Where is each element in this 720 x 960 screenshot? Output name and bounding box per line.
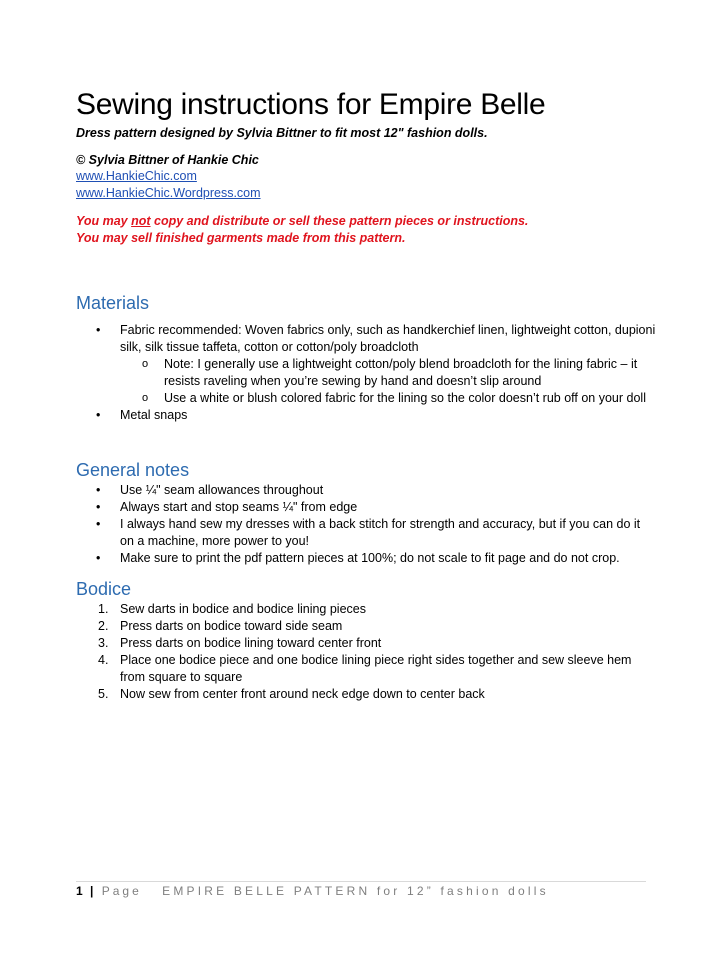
bullet-icon: • xyxy=(96,500,101,514)
page-footer xyxy=(76,884,549,898)
document-page xyxy=(76,86,656,703)
list-item: 1. Sew darts in bodice and bodice lining pieces xyxy=(98,602,366,616)
page-number: 1 xyxy=(76,884,84,898)
circle-bullet-icon: o xyxy=(142,358,149,370)
copyright-line: © Sylvia Bittner of Hankie Chic xyxy=(76,153,259,167)
list-item: o Use a white or blush colored fabric for the lining so the color doesn’t rub off on your doll xyxy=(142,391,646,405)
list-item: 4. Place one bodice piece and one bodice lining piece right sides together and sew sleeve hem from square to square xyxy=(98,653,632,684)
blog-link[interactable]: www.HankieChic.Wordpress.com xyxy=(76,186,261,200)
notice-line-1: You may not copy and distribute or sell these pattern pieces or instructions. xyxy=(76,214,529,228)
bullet-icon: • xyxy=(96,483,101,497)
bullet-icon: • xyxy=(96,408,101,422)
list-item: • Metal snaps xyxy=(96,408,188,422)
list-item: • Use ¼" seam allowances throughout xyxy=(96,483,324,497)
website-link[interactable]: www.HankieChic.com xyxy=(76,169,197,183)
footer-divider xyxy=(76,881,646,882)
list-item: • Fabric recommended: Woven fabrics only, such as handkerchief linen, lightweight cotton, dupioni silk, silk tissue taffeta, cotton or cotton/poly broadcloth o Note: I generally use a lightweight cotton/poly blend broadcloth for the lining fabric – it resists raveling when you’re sewing by hand and doesn’t slip around o Use a white or blush colored fabric for the lining so the color doesn’t rub off on your doll xyxy=(76,322,656,407)
general-notes-list xyxy=(76,482,656,567)
document-subtitle: Dress pattern designed by Sylvia Bittner to fit most 12" fashion dolls. xyxy=(76,126,488,140)
bullet-icon: • xyxy=(96,323,101,337)
step-number: 1. xyxy=(98,602,109,616)
materials-heading: Materials xyxy=(76,293,150,313)
bodice-steps-list xyxy=(76,601,656,703)
footer-text: EMPIRE BELLE PATTERN for 12” fashion dolls xyxy=(162,884,549,898)
step-number: 4. xyxy=(98,653,109,667)
copyright-notice xyxy=(76,213,656,247)
footer-separator: | xyxy=(90,884,96,898)
list-item: 5. Now sew from center front around neck edge down to center back xyxy=(98,687,485,701)
general-notes-heading: General notes xyxy=(76,460,190,480)
list-item: • Always start and stop seams ¼" from edge xyxy=(96,500,358,514)
bodice-heading: Bodice xyxy=(76,579,132,599)
list-item: • Make sure to print the pdf pattern pieces at 100%; do not scale to fit page and do not crop. xyxy=(96,551,620,565)
step-number: 2. xyxy=(98,619,109,633)
notice-line-2: You may sell finished garments made from this pattern. xyxy=(76,231,406,245)
step-number: 5. xyxy=(98,687,109,701)
document-title: Sewing instructions for Empire Belle xyxy=(76,88,546,121)
list-item: o Note: I generally use a lightweight cotton/poly blend broadcloth for the lining fabric – it resists raveling when you’re sewing by hand and doesn’t slip around xyxy=(142,357,638,388)
circle-bullet-icon: o xyxy=(142,392,149,404)
notice-not-word: not xyxy=(131,214,151,228)
step-number: 3. xyxy=(98,636,109,650)
bullet-icon: • xyxy=(96,517,101,531)
list-item: 2. Press darts on bodice toward side seam xyxy=(98,619,343,633)
bullet-icon: • xyxy=(96,551,101,565)
list-item: 3. Press darts on bodice lining toward center front xyxy=(98,636,382,650)
list-item: • I always hand sew my dresses with a back stitch for strength and accuracy, but if you can do it on a machine, more power to you! xyxy=(96,517,641,548)
materials-sublist xyxy=(120,356,656,407)
materials-list xyxy=(76,322,656,424)
page-label: Page xyxy=(101,884,142,898)
